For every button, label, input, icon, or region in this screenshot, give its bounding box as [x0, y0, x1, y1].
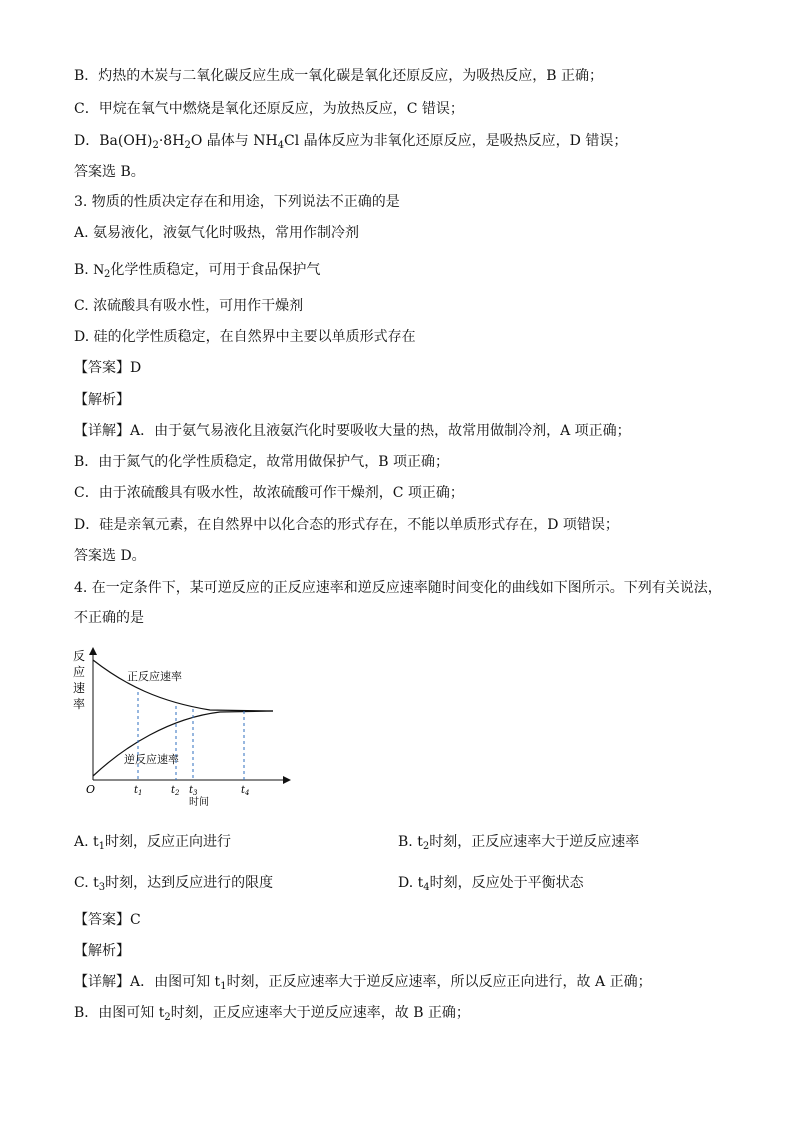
- question-3-stem: 3. 物质的性质决定存在和用途，下列说法不正确的是: [74, 194, 400, 210]
- subscript: 4: [277, 140, 285, 151]
- y-axis-label: 应: [73, 665, 86, 679]
- reverse-rate-curve: [93, 711, 273, 776]
- option-letter: C. t: [74, 875, 99, 891]
- forward-rate-curve: [93, 660, 273, 711]
- subscript: 3: [98, 882, 106, 893]
- q4-analysis-heading: 【解析】: [74, 943, 130, 959]
- option-letter: B.: [74, 262, 94, 278]
- text-fragment: O 晶体与 NH: [190, 133, 278, 149]
- option-text: 时刻，达到反应进行的限度: [105, 875, 274, 891]
- question-4-stem: 不正确的是: [74, 610, 144, 626]
- text-line: B．灼热的木炭与二氧化碳反应生成一氧化碳是氧化还原反应，为吸热反应，B 正确；: [74, 68, 604, 84]
- q4-option-d: [398, 873, 584, 898]
- q4-option-a: [74, 832, 231, 857]
- q3-option-c: C. 浓硫酸具有吸水性，可用作干燥剂: [74, 298, 304, 314]
- subscript: 1: [220, 981, 227, 992]
- subscript: 2: [422, 841, 430, 852]
- text-fragment: Cl 晶体反应为非氧化还原反应，是吸热反应，D 错误；: [284, 133, 628, 149]
- q3-explanation: D．硅是亲氧元素，在自然界中以化合态的形式存在，不能以单质形式存在，D 项错误；: [74, 517, 619, 533]
- q3-analysis-heading: 【解析】: [74, 392, 130, 408]
- q3-explanation: 【详解】A．由于氨气易液化且液氨汽化时要吸收大量的热，故常用做制冷剂，A 项正确；: [74, 423, 631, 439]
- y-axis-label: 速: [73, 681, 86, 695]
- subscript: 2: [164, 1012, 171, 1023]
- q4-explanation: [74, 972, 652, 997]
- text-fragment: D．Ba(OH): [74, 133, 153, 149]
- question-4-stem: 4. 在一定条件下，某可逆反应的正反应速率和逆反应速率随时间变化的曲线如下图所示。下列有关说法，: [74, 580, 722, 596]
- y-axis-label: 反: [73, 649, 86, 663]
- q3-explanation: C．由于浓硫酸具有吸水性，故浓硫酸可作干燥剂，C 项正确；: [74, 485, 464, 501]
- text-fragment: 【详解】A．由图可知 t: [74, 974, 221, 990]
- q3-option-b: [74, 260, 320, 285]
- tick-t4: $t_4$: [241, 785, 250, 797]
- q3-option-a: A. 氨易液化，液氨气化时吸热，常用作制冷剂: [74, 225, 360, 241]
- subscript: 1: [98, 841, 106, 852]
- tick-t1: $t_1$: [134, 785, 143, 797]
- subscript: 2: [152, 140, 159, 151]
- rate-time-figure: [70, 640, 310, 810]
- text-line: [74, 131, 627, 156]
- q4-option-b: [398, 832, 639, 857]
- answer-line: 答案选 B。: [74, 164, 145, 180]
- subscript: 2: [104, 269, 111, 280]
- q4-explanation: [74, 1003, 470, 1028]
- q3-option-d: D. 硅的化学性质稳定，在自然界中主要以单质形式存在: [74, 329, 416, 345]
- tick-t2: $t_2$: [171, 785, 180, 797]
- tick-t3: $t_3$: [189, 785, 198, 797]
- origin-label: O: [86, 783, 96, 796]
- subscript: 4: [423, 882, 430, 893]
- q3-answer: 【答案】D: [74, 360, 142, 376]
- q3-conclusion: 答案选 D。: [74, 548, 146, 564]
- q3-explanation: B．由于氮气的化学性质稳定，故常用做保护气，B 项正确；: [74, 454, 450, 470]
- option-letter: D. t: [398, 875, 424, 891]
- text-fragment: B．由图可知 t: [74, 1005, 165, 1021]
- option-text: 化学性质稳定，可用于食品保护气: [110, 262, 321, 278]
- option-text: 时刻，反应处于平衡状态: [429, 875, 584, 891]
- subscript: 2: [184, 140, 191, 151]
- text-line: C．甲烷在氧气中燃烧是氧化还原反应，为放热反应，C 错误；: [74, 101, 464, 117]
- option-text: 时刻，反应正向进行: [105, 834, 232, 850]
- q4-option-c: [74, 873, 273, 898]
- text-fragment: 时刻，正反应速率大于逆反应速率，故 B 正确；: [170, 1005, 470, 1021]
- text-fragment: ·8H: [158, 133, 185, 149]
- x-axis-label: 时间: [189, 797, 209, 808]
- reverse-rate-label: 逆反应速率: [124, 753, 179, 766]
- n2-formula: N: [93, 262, 105, 278]
- text-fragment: 时刻，正反应速率大于逆反应速率，所以反应正向进行，故 A 正确；: [226, 974, 652, 990]
- y-axis-label: 率: [73, 697, 86, 711]
- forward-rate-label: 正反应速率: [127, 670, 182, 683]
- q4-answer: 【答案】C: [74, 912, 141, 928]
- option-text: 时刻，正反应速率大于逆反应速率: [429, 834, 640, 850]
- option-letter: A. t: [74, 834, 99, 850]
- option-letter: B. t: [398, 834, 423, 850]
